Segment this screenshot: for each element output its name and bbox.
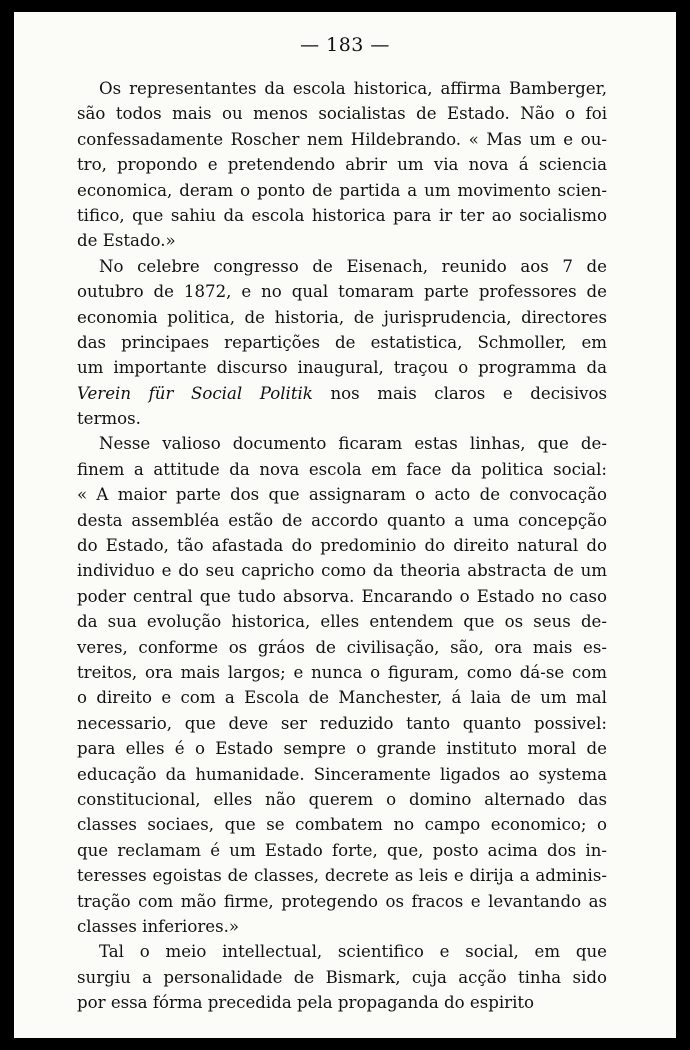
line-text: individuo e do seu capricho como da theoria abstracta de um [77, 561, 607, 581]
line-text: finem a attitude da nova escola em face da politica social: [77, 459, 607, 479]
book-page [14, 12, 676, 1038]
line-text: Nesse valioso documento ficaram estas linhas, que de- [99, 434, 607, 454]
text-line [77, 558, 607, 583]
line-text: « A maior parte dos que assignaram o acto de convocação [77, 485, 607, 505]
line-text: desta assembléa estão de accordo quanto a uma concepção [77, 510, 607, 530]
text-line [77, 838, 607, 863]
line-text: No celebre congresso de Eisenach, reunido aos 7 de [99, 256, 607, 276]
text-line [77, 457, 607, 482]
text-line [77, 152, 607, 177]
line-text: Tal o meio intellectual, scientifico e social, em que [99, 942, 607, 962]
line-text: de Estado.» [77, 231, 176, 251]
text-line [77, 762, 607, 787]
line-text: teresses egoistas de classes, decrete as leis e dirija a adminis- [77, 866, 607, 886]
line-text: da sua evolução historica, elles entendem que os seus de- [77, 612, 607, 632]
line-text: surgiu a personalidade de Bismark, cuja acção tinha sido [77, 967, 607, 987]
line-text: tifico, que sahiu da escola historica para ir ter ao socialismo [77, 205, 607, 225]
line-text: necessario, que deve ser reduzido tanto quanto possivel: [77, 713, 607, 733]
text-line [77, 533, 607, 558]
line-text: do Estado, tão afastada do predominio do direito natural do [77, 536, 607, 556]
line-text: das principaes repartições de estatistica, Schmoller, em [77, 332, 607, 352]
line-text: classes inferiores.» [77, 916, 240, 936]
line-text: treitos, ora mais largos; e nunca o figuram, como dá-se com [77, 662, 607, 682]
line-text: são todos mais ou menos socialistas de Estado. Não o foi [77, 104, 607, 124]
line-text: tro, propondo e pretendendo abrir um via nova á sciencia [77, 155, 607, 175]
paragraph [77, 939, 607, 1015]
line-text: termos. [77, 409, 141, 429]
line-text: tração com mão firme, protegendo os fracos e levantando as [77, 891, 607, 911]
line-text: um importante discurso inaugural, traçou o programma da [77, 358, 607, 378]
text-line [77, 279, 607, 304]
text-line [77, 609, 607, 634]
text-line [77, 965, 607, 990]
text-line [77, 178, 607, 203]
text-line [77, 482, 607, 507]
text-line [77, 101, 607, 126]
line-text: o direito e com a Escola de Manchester, á laia de um mal [77, 688, 607, 708]
text-line [77, 990, 607, 1015]
line-text: confessadamente Roscher nem Hildebrando. « Mas um e ou- [77, 129, 607, 149]
line-text: economia politica, de historia, de jurisprudencia, directores [77, 307, 607, 327]
text-line [77, 685, 607, 710]
line-text: constitucional, elles não querem o domino alternado das [77, 789, 607, 809]
text-line [77, 355, 607, 380]
text-line [77, 584, 607, 609]
paragraph [77, 76, 607, 254]
page-number: — 183 — [300, 34, 390, 56]
line-text: poder central que tudo absorva. Encarando o Estado no caso [77, 586, 607, 606]
paragraph [77, 254, 607, 432]
text-line [77, 305, 607, 330]
text-line [77, 889, 607, 914]
text-line [77, 203, 607, 228]
line-text: educação da humanidade. Sinceramente ligados ao systema [77, 764, 607, 784]
line-text: para elles é o Estado sempre o grande instituto moral de [77, 739, 607, 759]
line-text: outubro de 1872, e no qual tomaram parte professores de [77, 282, 607, 302]
italic-title: Verein für Social Politik [77, 383, 313, 403]
text-line [77, 431, 607, 456]
text-line [77, 508, 607, 533]
line-text: veres, conforme os gráos de civilisação, são, ora mais es- [77, 637, 607, 657]
paragraph [77, 431, 607, 939]
line-text: que reclamam é um Estado forte, que, posto acima dos in- [77, 840, 607, 860]
text-line [77, 787, 607, 812]
line-text: economica, deram o ponto de partida a um movimento scien- [77, 180, 607, 200]
line-text: classes sociaes, que se combatem no campo economico; o [77, 815, 607, 835]
line-text: nos mais claros e decisivos [312, 383, 608, 403]
text-line [77, 127, 607, 152]
text-line [77, 711, 607, 736]
text-line [77, 76, 607, 101]
text-line [77, 812, 607, 837]
text-line [77, 660, 607, 685]
text-line [77, 381, 607, 406]
text-line [77, 914, 607, 939]
text-line [77, 330, 607, 355]
text-line [77, 939, 607, 964]
text-line [77, 254, 607, 279]
line-text: Os representantes da escola historica, affirma Bamberger, [99, 79, 607, 98]
text-line [77, 635, 607, 660]
text-line [77, 228, 607, 253]
text-line [77, 406, 607, 431]
text-line [77, 736, 607, 761]
page-body [77, 76, 607, 1015]
line-text: por essa fórma precedida pela propaganda do espirito [77, 993, 535, 1013]
text-line [77, 863, 607, 888]
